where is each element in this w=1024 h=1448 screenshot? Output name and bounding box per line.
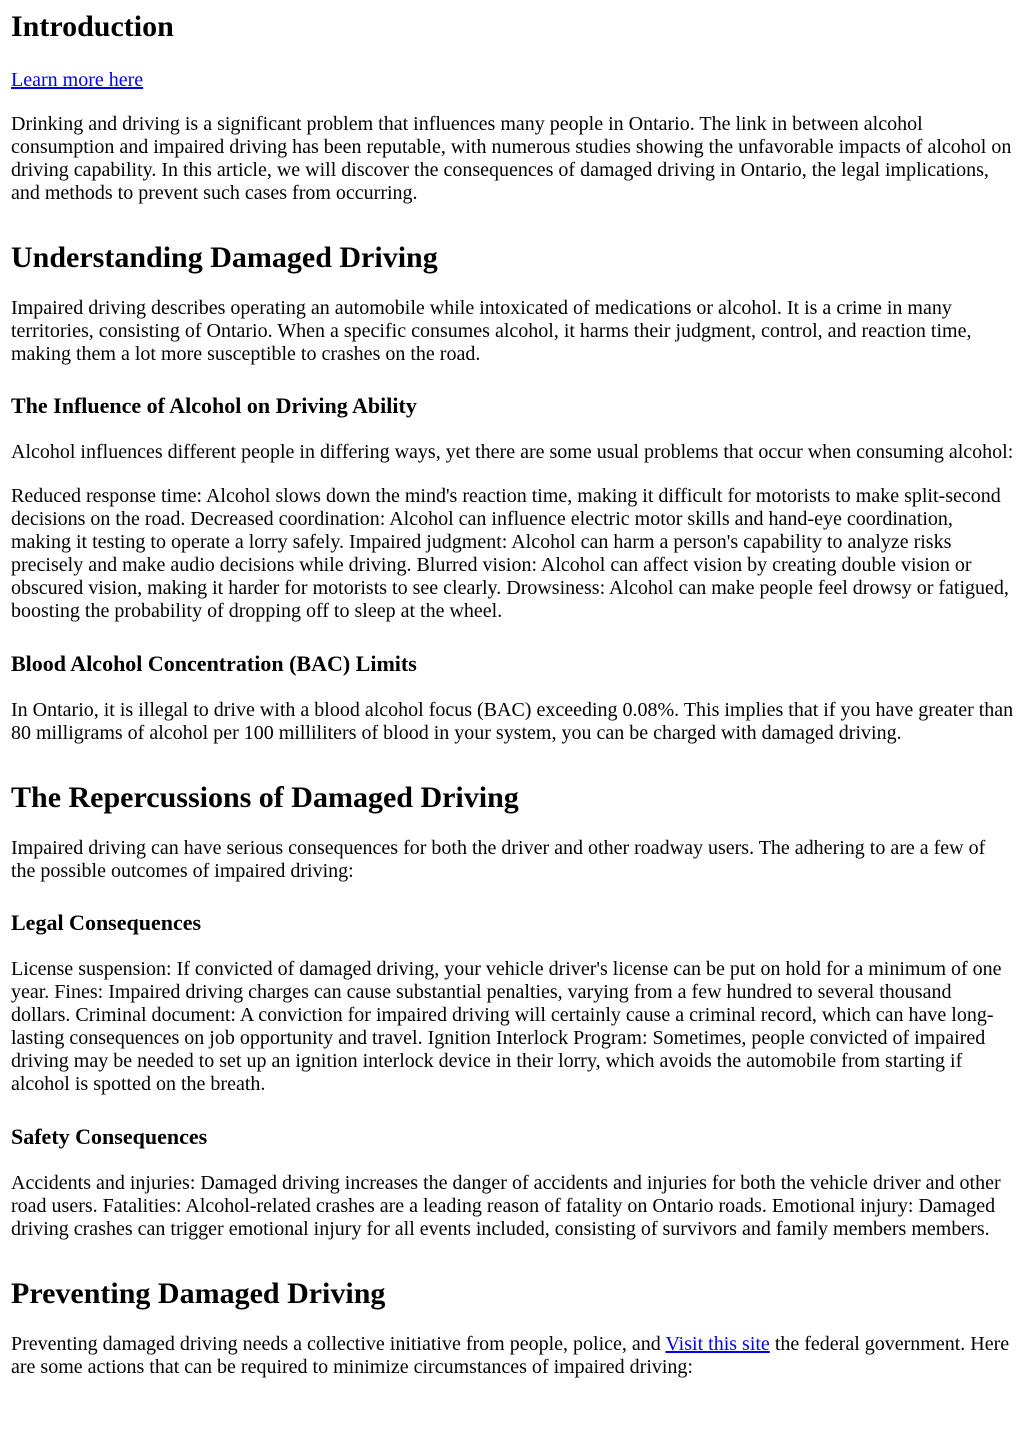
preventing-text-after-link: the federal government. Here are some actions that can be required to minimize circumstances of impaired driving:: [11, 1333, 1010, 1378]
heading-legal: Legal Consequences: [11, 910, 202, 935]
heading-influence: The Influence of Alcohol on Driving Ability: [11, 393, 417, 418]
heading-bac: Blood Alcohol Concentration (BAC) Limits: [11, 651, 417, 676]
heading-safety: Safety Consequences: [11, 1124, 208, 1149]
understanding-paragraph: Impaired driving describes operating an automobile while intoxicated of medications or alcohol. It is a crime in many territories, consisting of Ontario. When a specific consumes alcohol, it harms their judgment, control, and reaction time, making them a lot more susceptible to crashes on the road.: [11, 297, 972, 365]
learn-more-link[interactable]: Learn more here: [11, 69, 144, 91]
influence-paragraph-1: Alcohol influences different people in differing ways, yet there are some usual problems that occur when consuming alcohol:: [11, 441, 1014, 463]
preventing-text-before-link: Preventing damaged driving needs a collective initiative from people, police, and: [11, 1333, 666, 1355]
repercussions-paragraph: Impaired driving can have serious consequences for both the driver and other roadway users. The adhering to are a few of the possible outcomes of impaired driving:: [11, 837, 986, 882]
heading-understanding: Understanding Damaged Driving: [11, 241, 438, 274]
heading-preventing: Preventing Damaged Driving: [11, 1277, 386, 1310]
bac-paragraph: In Ontario, it is illegal to drive with a blood alcohol focus (BAC) exceeding 0.08%. This implies that if you have greater than 80 milligrams of alcohol per 100 milliliters of blood in your system, you can be charged with damaged driving.: [11, 699, 1014, 744]
visit-site-link[interactable]: Visit this site: [665, 1333, 770, 1355]
influence-paragraph-2: Reduced response time: Alcohol slows down the mind's reaction time, making it difficult for motorists to make split-second decisions on the road. Decreased coordination: Alcohol can influence electric motor skills and hand-eye coordination, making it testing to operate a lorry safely. Impaired judgment: Alcohol can harm a person's capability to analyze risks precisely and make audio decisions while driving. Blurred vision: Alcohol can affect vision by creating double vision or obscured vision, making it harder for motorists to see clearly. Drowsiness: Alcohol can make people feel drowsy or fatigued, boosting the probability of dropping off to sleep at the wheel.: [11, 485, 1009, 622]
heading-introduction: Introduction: [11, 10, 174, 43]
preventing-paragraph: [11, 1333, 1014, 1379]
legal-paragraph: License suspension: If convicted of damaged driving, your vehicle driver's license can be put on hold for a minimum of one year. Fines: Impaired driving charges can cause substantial penalties, varying from a few hundred to several thousand dollars. Criminal document: A conviction for impaired driving will certainly cause a criminal record, which can have long-lasting consequences on job opportunity and travel. Ignition Interlock Program: Sometimes, people convicted of impaired driving may be needed to set up an ignition interlock device in their lorry, which avoids the automobile from starting if alcohol is spotted on the breath.: [11, 958, 1002, 1095]
safety-paragraph: Accidents and injuries: Damaged driving increases the danger of accidents and injuries for both the vehicle driver and other road users. Fatalities: Alcohol-related crashes are a leading reason of fatality on Ontario roads. Emotional injury: Damaged driving crashes can trigger emotional injury for all events included, consisting of survivors and family members members.: [11, 1172, 1001, 1240]
intro-paragraph: Drinking and driving is a significant problem that influences many people in Ontario. The link in between alcohol consumption and impaired driving has been reputable, with numerous studies showing the unfavorable impacts of alcohol on driving capability. In this article, we will discover the consequences of damaged driving in Ontario, the legal implications, and methods to prevent such cases from occurring.: [11, 113, 1012, 204]
learn-more-paragraph: [11, 69, 1014, 92]
heading-repercussions: The Repercussions of Damaged Driving: [11, 781, 519, 814]
